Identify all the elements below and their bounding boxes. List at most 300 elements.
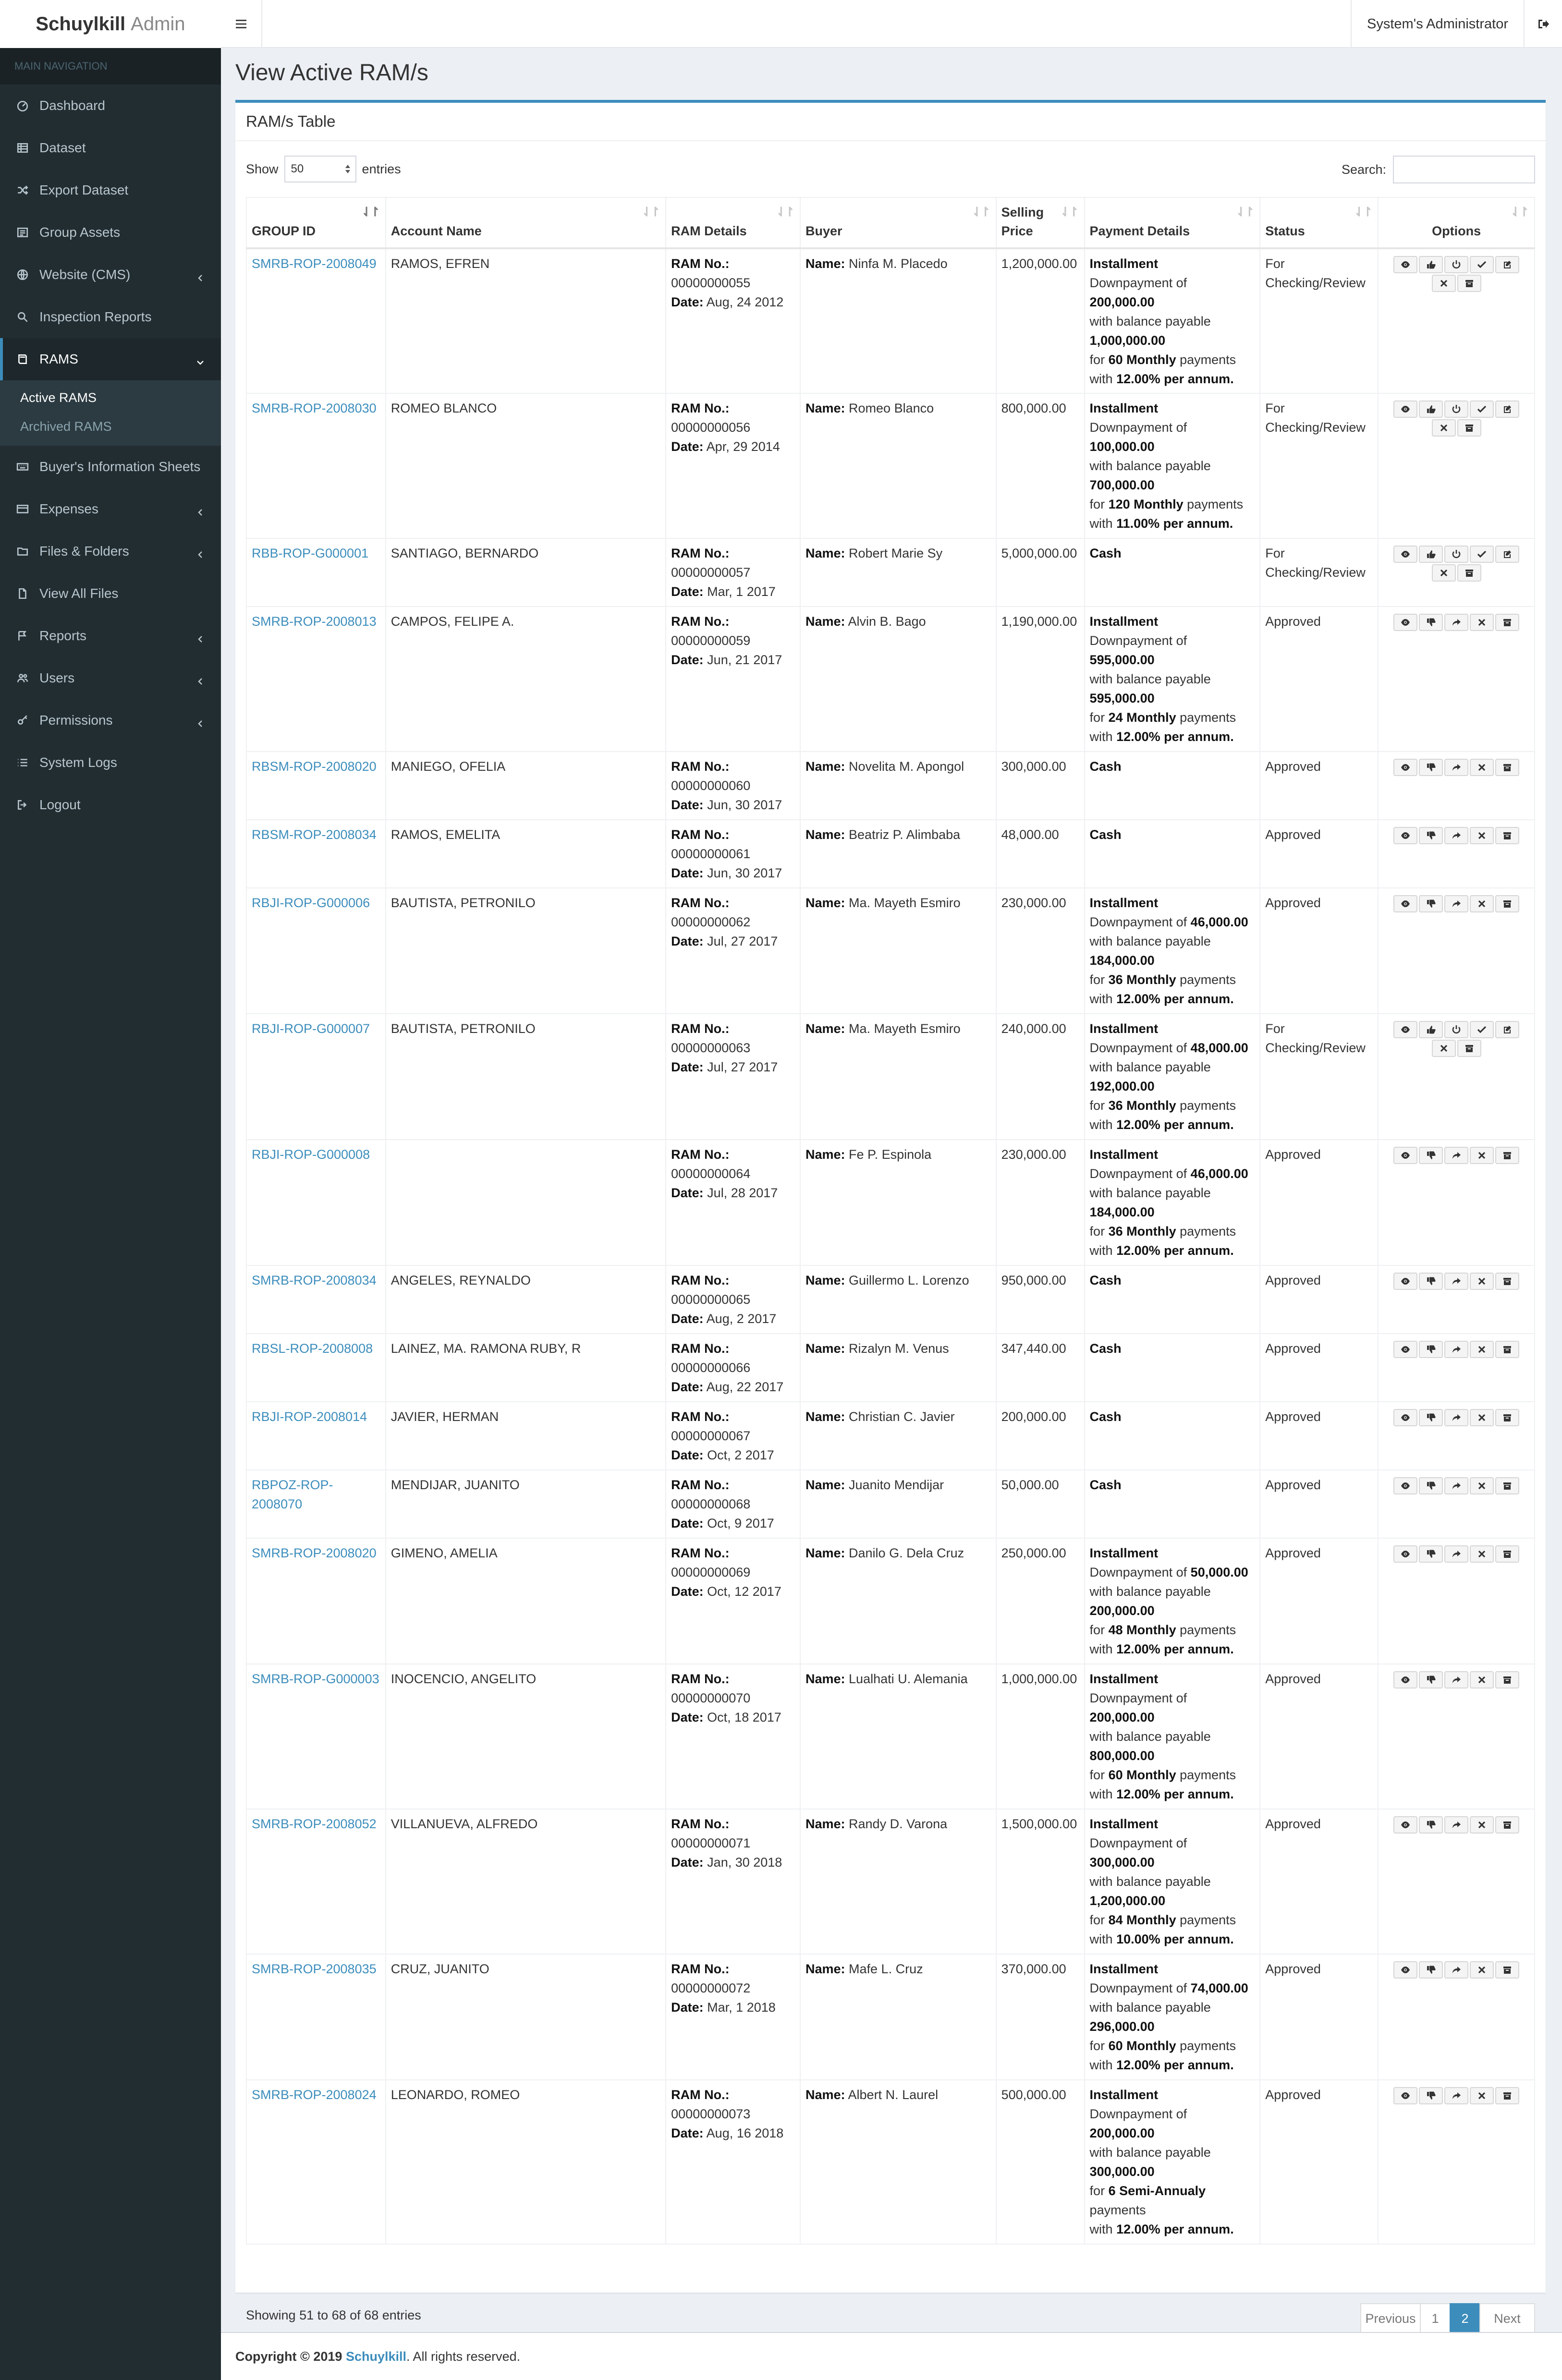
thumbs-down-button[interactable] <box>1419 1477 1443 1494</box>
group-id-link[interactable]: RBPOZ-ROP-2008070 <box>252 1478 333 1511</box>
group-id-cell <box>246 1014 386 1140</box>
sidebar-item-expenses[interactable] <box>0 488 221 530</box>
archive-icon <box>1502 1481 1512 1491</box>
submenu-item-active-rams[interactable]: Active RAMS <box>20 390 97 405</box>
eye-button[interactable] <box>1393 759 1417 776</box>
close-button[interactable] <box>1432 1040 1456 1057</box>
group-id-link[interactable]: RBSM-ROP-2008020 <box>252 759 377 774</box>
entries-label: entries <box>362 161 401 176</box>
date-label: Date: <box>671 1584 704 1599</box>
table-row <box>246 248 1535 393</box>
group-id-link[interactable]: SMRB-ROP-2008013 <box>252 614 377 629</box>
payment-type: Installment <box>1089 2088 1159 2102</box>
thumbs-down-icon <box>1426 1675 1436 1685</box>
thumbs-up-icon <box>1426 260 1436 269</box>
check-button[interactable] <box>1470 401 1494 418</box>
ram-no-label: RAM No.: <box>671 896 730 910</box>
col-account-name[interactable] <box>386 197 666 248</box>
group-id-cell <box>246 1265 386 1334</box>
group-id-link[interactable]: RBJI-ROP-G000007 <box>252 1021 370 1036</box>
brand-logo[interactable] <box>0 0 221 48</box>
downpayment-value: 46,000.00 <box>1190 1166 1248 1181</box>
share-icon <box>1452 1675 1461 1685</box>
archive-button[interactable] <box>1457 1040 1481 1057</box>
check-button[interactable] <box>1470 1021 1494 1038</box>
thumbs-down-icon <box>1426 831 1436 840</box>
ram-no-value: 00000000062 <box>671 915 751 929</box>
thumbs-down-icon <box>1426 1151 1436 1160</box>
date-value: Aug, 22 2017 <box>706 1380 784 1394</box>
eye-button[interactable] <box>1393 1021 1417 1038</box>
ram-no-value: 00000000067 <box>671 1429 751 1443</box>
sidebar-item-view-all-files[interactable] <box>0 572 221 615</box>
close-button[interactable] <box>1470 1477 1494 1494</box>
sidebar-item-label: Files & Folders <box>39 544 129 559</box>
payment-type: Cash <box>1089 1341 1122 1356</box>
group-id-cell <box>246 1140 386 1265</box>
archive-button[interactable] <box>1495 1961 1519 1979</box>
options-cell <box>1378 1014 1535 1140</box>
chevron-left-icon <box>196 547 205 556</box>
pagination-next[interactable]: Next <box>1479 2303 1535 2334</box>
edit-button[interactable] <box>1495 401 1519 418</box>
buyer-cell <box>800 1470 996 1538</box>
payment-type: Installment <box>1089 614 1159 629</box>
payment-details-cell <box>1085 1954 1260 2080</box>
thumbs-down-button[interactable] <box>1419 1961 1443 1979</box>
eye-button[interactable] <box>1393 546 1417 563</box>
buyer-name-label: Name: <box>805 1672 845 1686</box>
buyer-name: Christian C. Javier <box>849 1409 955 1424</box>
eye-button[interactable] <box>1393 2087 1417 2104</box>
edit-button[interactable] <box>1495 1021 1519 1038</box>
sidebar-item-reports[interactable] <box>0 615 221 657</box>
balance-value: 184,000.00 <box>1089 1205 1155 1219</box>
option-buttons <box>1381 895 1531 912</box>
page-length-value: 50 <box>291 162 304 175</box>
list-alt-icon <box>16 226 29 239</box>
account-name-cell <box>386 888 666 1014</box>
thumbs-down-button[interactable] <box>1419 614 1443 631</box>
group-id-link[interactable]: RBSL-ROP-2008008 <box>252 1341 373 1356</box>
thumbs-down-button[interactable] <box>1419 827 1443 844</box>
options-cell <box>1378 1140 1535 1265</box>
eye-button[interactable] <box>1393 1545 1417 1563</box>
edit-icon <box>1502 549 1512 559</box>
sidebar-item-permissions[interactable] <box>0 699 221 741</box>
thumbs-down-button[interactable] <box>1419 1341 1443 1358</box>
account-name-cell <box>386 1664 666 1809</box>
group-id-link[interactable]: SMRB-ROP-2008049 <box>252 256 377 271</box>
date-value: Oct, 2 2017 <box>707 1448 774 1462</box>
group-id-link[interactable]: SMRB-ROP-2008020 <box>252 1546 377 1560</box>
group-id-link[interactable]: SMRB-ROP-2008024 <box>252 2088 377 2102</box>
eye-button[interactable] <box>1393 1477 1417 1494</box>
eye-button[interactable] <box>1393 1273 1417 1290</box>
eye-button[interactable] <box>1393 1147 1417 1164</box>
interest-rate: 11.00% <box>1116 516 1160 531</box>
thumbs-down-button[interactable] <box>1419 759 1443 776</box>
sidebar-item-system-logs[interactable] <box>0 741 221 784</box>
eye-icon <box>1401 1345 1410 1354</box>
user-name-link[interactable]: System's Administrator <box>1351 0 1524 48</box>
with-label: with <box>1089 992 1113 1006</box>
check-icon <box>1477 260 1487 269</box>
selling-price: 5,000,000.00 <box>1001 546 1077 560</box>
payment-details-cell <box>1085 1014 1260 1140</box>
group-id-link[interactable]: SMRB-ROP-G000003 <box>252 1672 379 1686</box>
share-button[interactable] <box>1444 614 1468 631</box>
per-annum-label: per annum. <box>1164 1932 1234 1946</box>
eye-button[interactable] <box>1393 256 1417 273</box>
buyer-name-label: Name: <box>805 1273 845 1287</box>
table-row <box>246 820 1535 888</box>
sign-out-button[interactable] <box>1524 0 1562 48</box>
selling-price-cell <box>996 888 1085 1014</box>
group-id-link[interactable]: RBSM-ROP-2008034 <box>252 827 377 842</box>
sidebar-item-inspection-reports[interactable] <box>0 296 221 338</box>
eye-button[interactable] <box>1393 401 1417 418</box>
buyer-name-label: Name: <box>805 1409 845 1424</box>
payments-label: payments <box>1089 2203 1146 2217</box>
thumbs-up-icon <box>1426 549 1436 559</box>
ram-no-label: RAM No.: <box>671 256 730 271</box>
option-buttons <box>1381 1273 1531 1290</box>
ram-no-value: 00000000059 <box>671 633 751 648</box>
archive-button[interactable] <box>1495 614 1519 631</box>
check-button[interactable] <box>1470 256 1494 273</box>
archive-button[interactable] <box>1495 1147 1519 1164</box>
account-name: LEONARDO, ROMEO <box>390 2088 520 2102</box>
submenu-item-archived-rams[interactable]: Archived RAMS <box>20 419 112 434</box>
ram-details-cell <box>666 888 800 1014</box>
ram-details-cell <box>666 1402 800 1470</box>
archive-button[interactable] <box>1495 759 1519 776</box>
status-text: For Checking/Review <box>1265 1021 1366 1055</box>
share-button[interactable] <box>1444 1147 1468 1164</box>
close-button[interactable] <box>1470 2087 1494 2104</box>
share-button[interactable] <box>1444 1671 1468 1688</box>
payment-details-cell <box>1085 393 1260 538</box>
payment-term: 84 Monthly <box>1108 1913 1176 1927</box>
per-annum-label: per annum. <box>1164 2058 1234 2072</box>
eye-button[interactable] <box>1393 1341 1417 1358</box>
balance-value: 800,000.00 <box>1089 1749 1155 1763</box>
archive-button[interactable] <box>1495 1545 1519 1563</box>
date-label: Date: <box>671 295 704 309</box>
hamburger-icon <box>235 18 247 30</box>
close-button[interactable] <box>1470 1273 1494 1290</box>
status-text: For Checking/Review <box>1265 256 1366 290</box>
globe-icon <box>16 268 29 281</box>
share-button[interactable] <box>1444 1273 1468 1290</box>
eye-icon <box>1401 1025 1410 1034</box>
group-id-link[interactable]: RBB-ROP-G000001 <box>252 546 369 560</box>
buyer-name-label: Name: <box>805 827 845 842</box>
ram-no-label: RAM No.: <box>671 2088 730 2102</box>
sidebar-item-logout[interactable] <box>0 784 221 826</box>
per-annum-label: per annum. <box>1164 2222 1234 2236</box>
option-buttons <box>1381 1409 1531 1426</box>
payment-term: 36 Monthly <box>1108 972 1176 987</box>
eye-button[interactable] <box>1393 614 1417 631</box>
archive-icon <box>1502 1151 1512 1160</box>
close-button[interactable] <box>1432 564 1456 582</box>
selling-price: 347,440.00 <box>1001 1341 1066 1356</box>
status-text: For Checking/Review <box>1265 401 1366 435</box>
table-row <box>246 1809 1535 1954</box>
payments-label: payments <box>1180 352 1236 367</box>
buyer-cell <box>800 1809 996 1954</box>
close-button[interactable] <box>1470 895 1494 912</box>
sidebar-item-website-cms[interactable] <box>0 254 221 296</box>
options-cell <box>1378 752 1535 820</box>
share-button[interactable] <box>1444 759 1468 776</box>
power-button[interactable] <box>1444 1021 1468 1038</box>
sidebar-item-dataset[interactable] <box>0 127 221 169</box>
table-row <box>246 888 1535 1014</box>
per-annum-label: per annum. <box>1164 1642 1234 1656</box>
sidebar-item-buyer-s-information-sheets[interactable] <box>0 446 221 488</box>
close-button[interactable] <box>1432 275 1456 292</box>
thumbs-down-button[interactable] <box>1419 895 1443 912</box>
sidebar-item-label: Users <box>39 670 75 685</box>
archive-button[interactable] <box>1495 1477 1519 1494</box>
payment-type: Cash <box>1089 1409 1122 1424</box>
thumbs-down-button[interactable] <box>1419 1273 1443 1290</box>
status-cell <box>1260 1538 1378 1664</box>
sidebar-nav <box>0 85 221 826</box>
col-buyer[interactable] <box>800 197 996 248</box>
payment-type: Cash <box>1089 759 1122 774</box>
account-name-cell <box>386 607 666 752</box>
group-id-link[interactable]: RBJI-ROP-G000008 <box>252 1147 370 1162</box>
buyer-cell <box>800 248 996 393</box>
rams-table-box <box>235 100 1546 2326</box>
share-icon <box>1452 1151 1461 1160</box>
archive-button[interactable] <box>1495 827 1519 844</box>
close-button[interactable] <box>1470 1341 1494 1358</box>
pagination-previous[interactable]: Previous <box>1360 2303 1421 2334</box>
table-info: Showing 51 to 68 of 68 entries <box>246 2308 421 2322</box>
ram-no-label: RAM No.: <box>671 759 730 774</box>
share-icon <box>1452 1345 1461 1354</box>
share-button[interactable] <box>1444 1477 1468 1494</box>
ram-details-cell <box>666 248 800 393</box>
date-label: Date: <box>671 798 704 812</box>
thumbs-down-button[interactable] <box>1419 1545 1443 1563</box>
close-button[interactable] <box>1470 827 1494 844</box>
keyboard-icon <box>16 461 29 473</box>
share-button[interactable] <box>1444 827 1468 844</box>
share-button[interactable] <box>1444 895 1468 912</box>
close-icon <box>1439 423 1449 433</box>
status-cell <box>1260 538 1378 607</box>
archive-button[interactable] <box>1495 895 1519 912</box>
check-button[interactable] <box>1470 546 1494 563</box>
rams-submenu <box>0 380 221 446</box>
status-cell <box>1260 1470 1378 1538</box>
date-value: Apr, 29 2014 <box>706 439 780 454</box>
sidebar-item-export-dataset[interactable] <box>0 169 221 211</box>
selling-price-cell <box>996 1470 1085 1538</box>
page-length-select[interactable] <box>284 156 356 182</box>
thumbs-down-button[interactable] <box>1419 1409 1443 1426</box>
thumbs-up-button[interactable] <box>1419 256 1443 273</box>
status-cell <box>1260 1014 1378 1140</box>
thumbs-up-button[interactable] <box>1419 1021 1443 1038</box>
ram-no-value: 00000000063 <box>671 1041 751 1055</box>
close-icon <box>1477 763 1487 772</box>
share-button[interactable] <box>1444 1341 1468 1358</box>
thumbs-up-button[interactable] <box>1419 401 1443 418</box>
thumbs-down-icon <box>1426 2091 1436 2101</box>
archive-button[interactable] <box>1495 2087 1519 2104</box>
group-id-link[interactable]: SMRB-ROP-2008034 <box>252 1273 377 1287</box>
selling-price: 50,000.00 <box>1001 1478 1059 1492</box>
balance-value: 1,000,000.00 <box>1089 333 1166 348</box>
status-text: Approved <box>1265 1546 1321 1560</box>
pagination-page[interactable]: 1 <box>1420 2303 1451 2334</box>
downpayment-label: Downpayment of <box>1089 633 1187 648</box>
date-label: Date: <box>671 1060 704 1074</box>
close-button[interactable] <box>1470 1961 1494 1979</box>
archive-button[interactable] <box>1457 564 1481 582</box>
thumbs-up-button[interactable] <box>1419 546 1443 563</box>
ram-details-cell <box>666 1809 800 1954</box>
eye-button[interactable] <box>1393 827 1417 844</box>
close-button[interactable] <box>1470 1147 1494 1164</box>
sort-icon: ⇃↾ <box>1354 205 1371 219</box>
buyer-cell <box>800 607 996 752</box>
group-id-link[interactable]: RBJI-ROP-G000006 <box>252 896 370 910</box>
buyer-name-label: Name: <box>805 1147 845 1162</box>
col-ram-details[interactable] <box>666 197 800 248</box>
payment-type: Cash <box>1089 1478 1122 1492</box>
group-id-link[interactable]: SMRB-ROP-2008030 <box>252 401 377 415</box>
close-button[interactable] <box>1470 1671 1494 1688</box>
search-input[interactable] <box>1393 156 1535 183</box>
check-icon <box>1477 404 1487 414</box>
table-row <box>246 393 1535 538</box>
col-group-id[interactable] <box>246 197 386 248</box>
account-name-cell <box>386 2080 666 2244</box>
edit-button[interactable] <box>1495 256 1519 273</box>
selling-price-cell <box>996 1664 1085 1809</box>
thumbs-down-button[interactable] <box>1419 1816 1443 1834</box>
close-button[interactable] <box>1470 1816 1494 1834</box>
for-label: for <box>1089 1623 1105 1637</box>
power-button[interactable] <box>1444 546 1468 563</box>
sidebar-item-group-assets[interactable] <box>0 211 221 254</box>
with-label: with <box>1089 1787 1113 1801</box>
payment-term: 36 Monthly <box>1108 1098 1176 1113</box>
payments-label: payments <box>1180 972 1236 987</box>
options-cell <box>1378 1265 1535 1334</box>
downpayment-label: Downpayment of <box>1089 276 1187 290</box>
payments-label: payments <box>1180 2039 1236 2053</box>
archive-button[interactable] <box>1457 275 1481 292</box>
thumbs-down-button[interactable] <box>1419 1147 1443 1164</box>
close-button[interactable] <box>1470 1545 1494 1563</box>
close-button[interactable] <box>1470 1409 1494 1426</box>
ram-details-cell <box>666 1538 800 1664</box>
eye-button[interactable] <box>1393 1409 1417 1426</box>
sidebar-item-label: Dashboard <box>39 98 105 113</box>
group-id-link[interactable]: RBJI-ROP-2008014 <box>252 1409 367 1424</box>
archive-icon <box>1502 618 1512 627</box>
account-name: INOCENCIO, ANGELITO <box>390 1672 537 1686</box>
selling-price: 200,000.00 <box>1001 1409 1066 1424</box>
power-icon <box>1452 404 1461 414</box>
eye-button[interactable] <box>1393 1671 1417 1688</box>
power-button[interactable] <box>1444 401 1468 418</box>
col-status[interactable] <box>1260 197 1378 248</box>
archive-button[interactable] <box>1457 419 1481 437</box>
power-button[interactable] <box>1444 256 1468 273</box>
archive-button[interactable] <box>1495 1273 1519 1290</box>
share-button[interactable] <box>1444 1816 1468 1834</box>
archive-button[interactable] <box>1495 1816 1519 1834</box>
thumbs-down-button[interactable] <box>1419 1671 1443 1688</box>
archive-button[interactable] <box>1495 1671 1519 1688</box>
eye-button[interactable] <box>1393 1961 1417 1979</box>
downpayment-value: 300,000.00 <box>1089 1855 1155 1870</box>
share-button[interactable] <box>1444 1545 1468 1563</box>
archive-button[interactable] <box>1495 1409 1519 1426</box>
eye-icon <box>1401 549 1410 559</box>
sidebar-item-users[interactable] <box>0 657 221 699</box>
archive-button[interactable] <box>1495 1341 1519 1358</box>
thumbs-down-button[interactable] <box>1419 2087 1443 2104</box>
date-label: Date: <box>671 2000 704 2015</box>
footer-brand-link[interactable]: Schuylkill <box>345 2349 407 2364</box>
sidebar-toggle-button[interactable] <box>221 0 262 48</box>
payment-details-cell <box>1085 607 1260 752</box>
status-text: Approved <box>1265 1341 1321 1356</box>
archive-icon <box>1502 1413 1512 1422</box>
pagination-page[interactable]: 2 <box>1450 2303 1480 2334</box>
buyer-name-label: Name: <box>805 759 845 774</box>
col-payment-details[interactable] <box>1085 197 1260 248</box>
col-selling-price[interactable] <box>996 197 1085 248</box>
sidebar-item-files-folders[interactable] <box>0 530 221 572</box>
group-id-link[interactable]: SMRB-ROP-2008035 <box>252 1962 377 1976</box>
share-button[interactable] <box>1444 2087 1468 2104</box>
col-options[interactable] <box>1378 197 1535 248</box>
close-button[interactable] <box>1432 419 1456 437</box>
sidebar-item-rams[interactable] <box>0 338 221 380</box>
selling-price-cell <box>996 2080 1085 2244</box>
close-button[interactable] <box>1470 759 1494 776</box>
group-id-link[interactable]: SMRB-ROP-2008052 <box>252 1817 377 1831</box>
selling-price: 1,000,000.00 <box>1001 1672 1077 1686</box>
interest-rate: 12.00% <box>1116 2222 1160 2236</box>
selling-price: 230,000.00 <box>1001 1147 1066 1162</box>
eye-button[interactable] <box>1393 895 1417 912</box>
payments-label: payments <box>1180 710 1236 725</box>
ram-no-label: RAM No.: <box>671 1672 730 1686</box>
table-controls <box>246 156 1535 184</box>
account-name-cell <box>386 1265 666 1334</box>
share-button[interactable] <box>1444 1409 1468 1426</box>
close-button[interactable] <box>1470 614 1494 631</box>
account-name: ROMEO BLANCO <box>390 401 497 415</box>
sidebar-item-dashboard[interactable] <box>0 85 221 127</box>
edit-button[interactable] <box>1495 546 1519 563</box>
share-button[interactable] <box>1444 1961 1468 1979</box>
eye-button[interactable] <box>1393 1816 1417 1834</box>
